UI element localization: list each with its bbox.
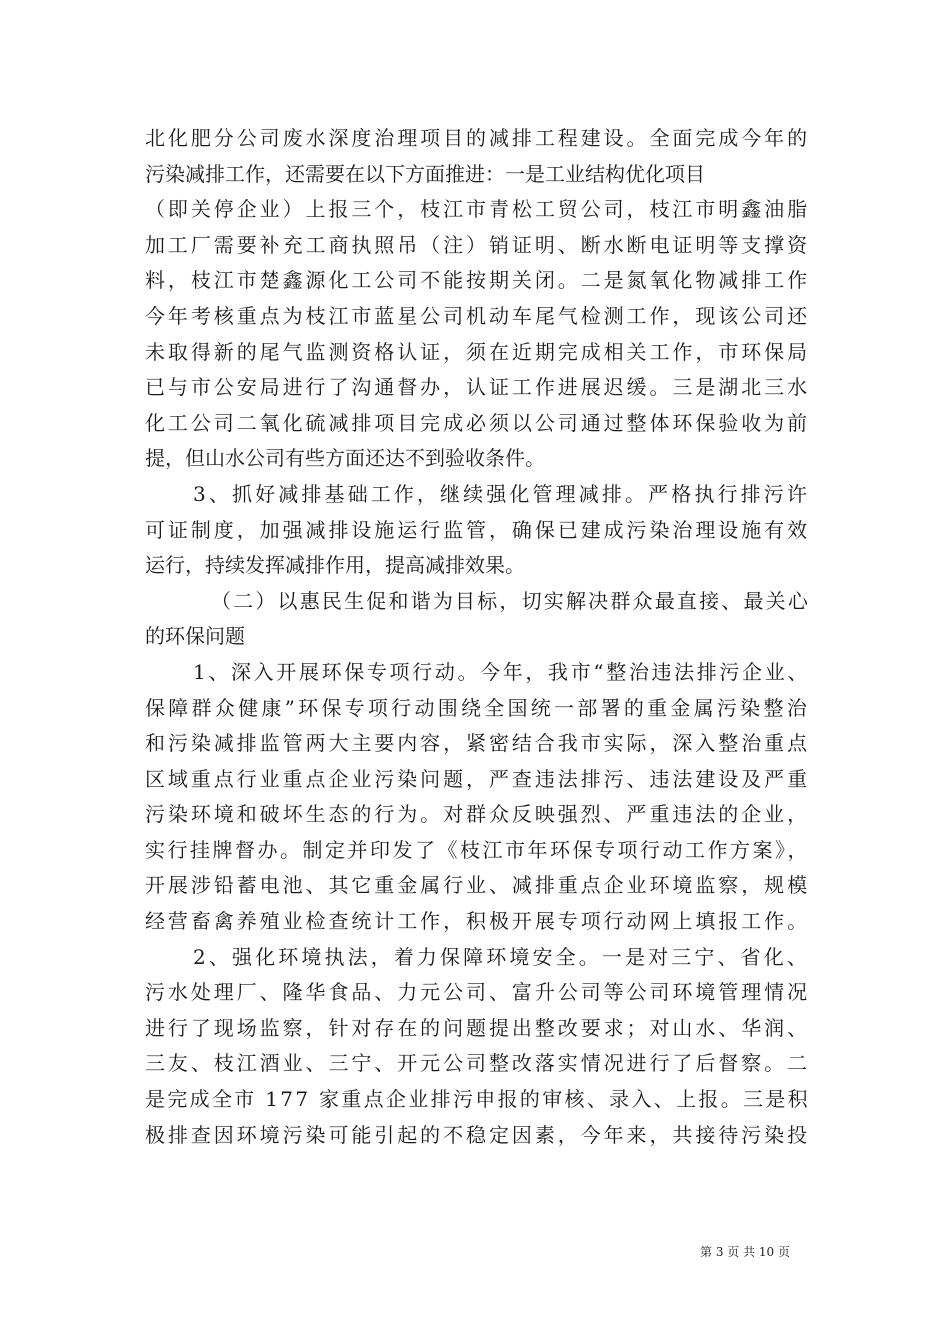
text-line: 和污染减排监管两大主要内容，紧密结合我市实际，深入整治重点: [145, 731, 810, 756]
text-line: 已与市公安局进行了沟通督办，认证工作进展迟缓。三是湖北三水: [145, 375, 810, 400]
text-line: 保障群众健康”环保专项行动围绕全国统一部署的重金属污染整治: [145, 695, 810, 720]
text-line: 2、强化环境执法，着力保障环境安全。一是对三宁、省化、: [193, 944, 810, 969]
page-number: 第 3 页 共 10 页: [700, 1245, 790, 1259]
text-line: 今年考核重点为枝江市蓝星公司机动车尾气检测工作，现该公司还: [145, 303, 810, 328]
text-line: 1、深入开展环保专项行动。今年，我市“整治违法排污企业、: [193, 659, 810, 684]
text-line: 进行了现场监察，针对存在的问题提出整改要求；对山水、华润、: [145, 1015, 810, 1040]
text-line: 污染减排工作，还需要在以下方面推进：一是工业结构优化项目: [145, 161, 705, 186]
text-line: 开展涉铅蓄电池、其它重金属行业、减排重点企业环境监察，规模: [145, 873, 810, 898]
text-line: 运行，持续发挥减排作用，提高减排效果。: [145, 553, 525, 578]
text-line: 化工公司二氧化硫减排项目完成必须以公司通过整体环保验收为前: [145, 410, 810, 435]
text-line: 三友、枝江酒业、三宁、开元公司整改落实情况进行了后督察。二: [145, 1051, 810, 1076]
document-body: [145, 121, 810, 1153]
text-line: 是完成全市 177 家重点企业排污申报的审核、录入、上报。三是积: [145, 1087, 810, 1112]
text-line: 污染环境和破坏生态的行为。对群众反映强烈、严重违法的企业，: [145, 802, 810, 827]
text-line: （即关停企业）上报三个，枝江市青松工贸公司，枝江市明鑫油脂: [145, 197, 810, 222]
text-line: 料，枝江市楚鑫源化工公司不能按期关闭。二是氮氧化物减排工作: [145, 268, 810, 293]
text-line: 污水处理厂、隆华食品、力元公司、富升公司等公司环境管理情况: [145, 980, 810, 1005]
text-line: 区域重点行业重点企业污染问题，严查违法排污、违法建设及严重: [145, 766, 810, 791]
text-line: 极排查因环境污染可能引起的不稳定因素，今年来，共接待污染投: [145, 1122, 810, 1147]
text-line: （二）以惠民生促和谐为目标，切实解决群众最直接、最关心: [211, 588, 810, 613]
text-line: 经营畜禽养殖业检查统计工作，积极开展专项行动网上填报工作。: [145, 909, 810, 934]
text-line: 未取得新的尾气监测资格认证，须在近期完成相关工作，市环保局: [145, 339, 810, 364]
text-line: 3、抓好减排基础工作，继续强化管理减排。严格执行排污许: [193, 481, 810, 506]
text-line: 实行挂牌督办。制定并印发了《枝江市年环保专项行动工作方案》，: [145, 837, 810, 862]
text-line: 北化肥分公司废水深度治理项目的减排工程建设。全面完成今年的: [145, 126, 810, 150]
text-line: 加工厂需要补充工商执照吊（注）销证明、断水断电证明等支撑资: [145, 232, 810, 257]
text-line: 提，但山水公司有些方面还达不到验收条件。: [145, 446, 545, 471]
text-line: 可证制度，加强减排设施运行监管，确保已建成污染治理设施有效: [145, 517, 810, 542]
text-line: 的环保问题: [145, 624, 245, 649]
